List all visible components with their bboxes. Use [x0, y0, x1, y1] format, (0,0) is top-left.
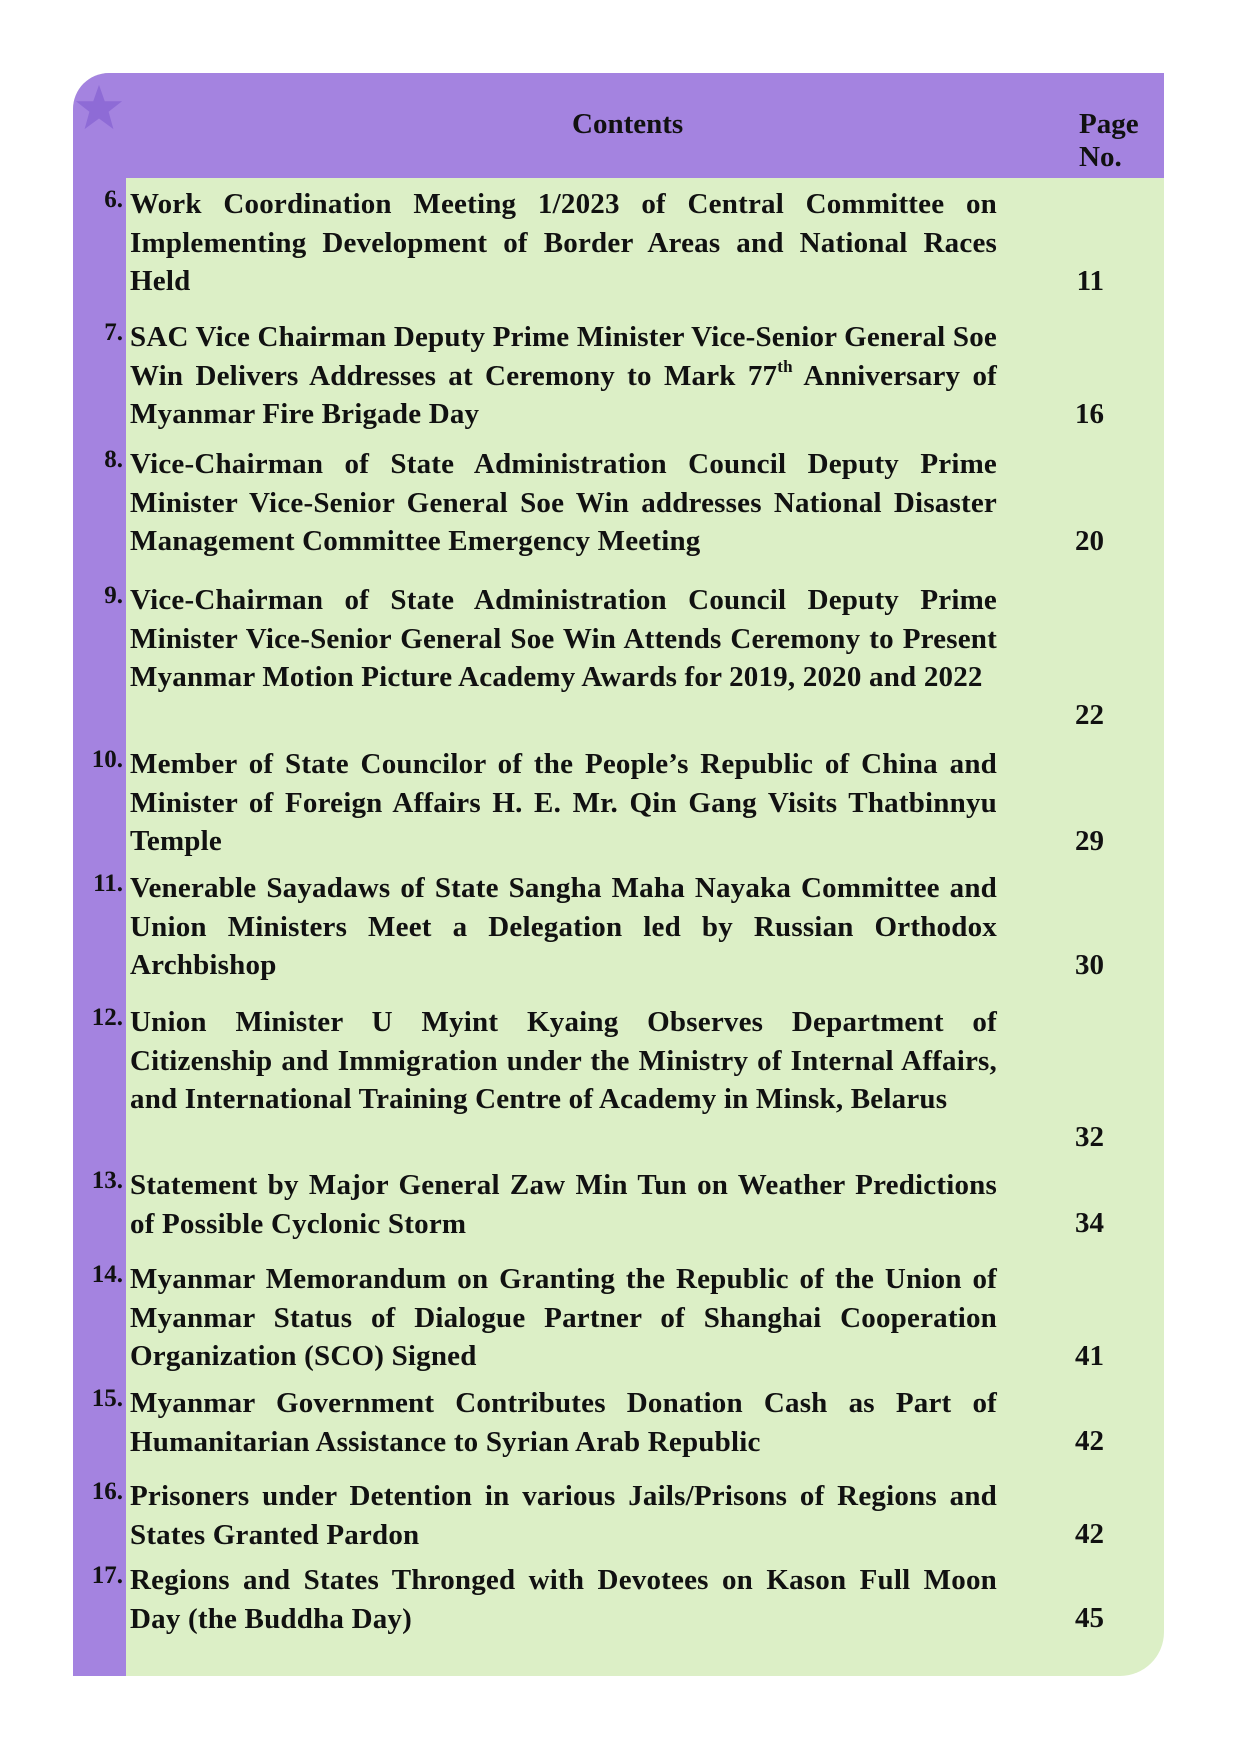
- entry-page-number: 34: [1075, 1207, 1104, 1239]
- entry-page-number: 11: [1076, 265, 1104, 297]
- entry-number: 16.: [91, 1478, 123, 1505]
- contents-header: [126, 73, 1164, 178]
- entry-page-number: 20: [1075, 525, 1104, 557]
- entry-page-number: 42: [1075, 1518, 1104, 1550]
- entry-page-number: 32: [1075, 1121, 1104, 1153]
- entry-number: 8.: [104, 446, 123, 473]
- star-icon: [75, 83, 123, 131]
- entry-page-number: 16: [1075, 398, 1104, 430]
- entry-title: Myanmar Memorandum on Granting the Republic of the Union of Myanmar Status of Dialogue Partner of Shanghai Cooperation Organization (SCO) Signed: [130, 1263, 997, 1372]
- entry-title: Myanmar Government Contributes Donation Cash as Part of Humanitarian Assistance to Syrian Arab Republic: [130, 1387, 997, 1458]
- entry-title: Member of State Councilor of the People’s Republic of China and Minister of Foreign Affairs H. E. Mr. Qin Gang Visits Thatbinnyu Temple: [130, 748, 997, 857]
- entry-number: 7.: [104, 319, 123, 346]
- entry-number: 13.: [91, 1167, 123, 1194]
- entry-number: 12.: [91, 1004, 123, 1031]
- entry-title: Regions and States Thronged with Devotees on Kason Full Moon Day (the Buddha Day): [130, 1564, 997, 1635]
- entry-number: 14.: [91, 1261, 123, 1288]
- entry-page-number: 30: [1075, 949, 1104, 981]
- entry-title: Vice-Chairman of State Administration Council Deputy Prime Minister Vice-Senior General Soe Win addresses National Disaster Management Committee Emergency Meeting: [130, 448, 997, 557]
- entry-page-number: 29: [1075, 825, 1104, 857]
- entry-number: 17.: [91, 1562, 123, 1589]
- entry-page-number: 45: [1075, 1602, 1104, 1634]
- entry-title: Prisoners under Detention in various Jails/Prisons of Regions and States Granted Pardon: [130, 1480, 997, 1551]
- entry-title: SAC Vice Chairman Deputy Prime Minister Vice-Senior General Soe Win Delivers Addresses at Ceremony to Mark 77th Anniversary of Myanmar Fire Brigade Day: [130, 321, 997, 430]
- entry-number: 15.: [91, 1385, 123, 1412]
- contents-table: [73, 73, 1164, 1676]
- entry-title: Statement by Major General Zaw Min Tun on Weather Predictions of Possible Cyclonic Storm: [130, 1169, 997, 1240]
- entry-number: 11.: [93, 870, 123, 897]
- page-number-heading: Page No.: [1079, 108, 1139, 173]
- entry-title: Work Coordination Meeting 1/2023 of Central Committee on Implementing Development of Border Areas and National Races Held: [130, 188, 997, 297]
- contents-heading: Contents: [572, 108, 684, 140]
- entry-page-number: 41: [1075, 1340, 1104, 1372]
- entry-number: 9.: [104, 582, 123, 609]
- entry-page-number: 42: [1075, 1425, 1104, 1457]
- entry-number: 10.: [91, 746, 123, 773]
- entry-title: Venerable Sayadaws of State Sangha Maha Nayaka Committee and Union Ministers Meet a Delegation led by Russian Orthodox Archbishop: [130, 872, 997, 981]
- entry-title: Union Minister U Myint Kyaing Observes Department of Citizenship and Immigration under the Ministry of Internal Affairs, and International Training Centre of Academy in Minsk, Belarus: [130, 1006, 997, 1115]
- entry-title: Vice-Chairman of State Administration Council Deputy Prime Minister Vice-Senior General Soe Win Attends Ceremony to Present Myanmar Motion Picture Academy Awards for 2019, 2020 and 2022: [130, 584, 997, 693]
- entry-page-number: 22: [1075, 699, 1104, 731]
- entry-number: 6.: [104, 186, 123, 213]
